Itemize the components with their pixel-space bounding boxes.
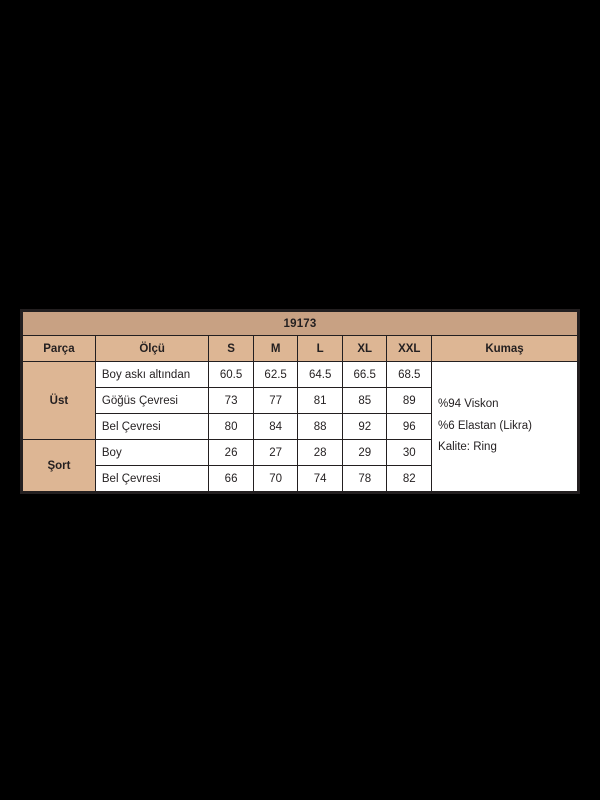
value-s: 80: [209, 414, 254, 440]
value-s: 73: [209, 388, 254, 414]
header-part: Parça: [23, 336, 96, 362]
value-m: 62.5: [253, 362, 298, 388]
table-header-row: [23, 336, 578, 362]
value-m: 70: [253, 466, 298, 492]
value-m: 27: [253, 440, 298, 466]
value-s: 66: [209, 466, 254, 492]
measure-label: Bel Çevresi: [95, 414, 208, 440]
value-l: 64.5: [298, 362, 343, 388]
value-xl: 92: [342, 414, 387, 440]
value-xxl: 96: [387, 414, 432, 440]
table-row: [23, 362, 578, 388]
header-size-l: L: [298, 336, 343, 362]
value-xl: 85: [342, 388, 387, 414]
value-xxl: 82: [387, 466, 432, 492]
measure-label: Bel Çevresi: [95, 466, 208, 492]
fabric-line-2: %6 Elastan (Likra): [438, 419, 532, 432]
header-fabric: Kumaş: [432, 336, 578, 362]
value-l: 88: [298, 414, 343, 440]
group-label-sort: Şort: [23, 440, 96, 492]
measure-label: Göğüs Çevresi: [95, 388, 208, 414]
measure-label: Boy: [95, 440, 208, 466]
fabric-composition: [432, 362, 578, 492]
value-l: 74: [298, 466, 343, 492]
header-size-xl: XL: [342, 336, 387, 362]
value-l: 81: [298, 388, 343, 414]
value-xxl: 30: [387, 440, 432, 466]
header-size-xxl: XXL: [387, 336, 432, 362]
value-s: 26: [209, 440, 254, 466]
size-chart-sheet: [20, 309, 580, 494]
value-xxl: 68.5: [387, 362, 432, 388]
product-code-title: 19173: [23, 312, 578, 336]
value-m: 77: [253, 388, 298, 414]
table-title-row: [23, 312, 578, 336]
value-xl: 66.5: [342, 362, 387, 388]
value-s: 60.5: [209, 362, 254, 388]
fabric-line-1: %94 Viskon: [438, 397, 499, 410]
measure-label: Boy askı altından: [95, 362, 208, 388]
header-size-m: M: [253, 336, 298, 362]
header-size-s: S: [209, 336, 254, 362]
fabric-line-3: Kalite: Ring: [438, 441, 497, 454]
value-m: 84: [253, 414, 298, 440]
value-xxl: 89: [387, 388, 432, 414]
value-l: 28: [298, 440, 343, 466]
size-chart-table: [22, 311, 578, 492]
value-xl: 29: [342, 440, 387, 466]
group-label-ust: Üst: [23, 362, 96, 440]
value-xl: 78: [342, 466, 387, 492]
header-measure: Ölçü: [95, 336, 208, 362]
